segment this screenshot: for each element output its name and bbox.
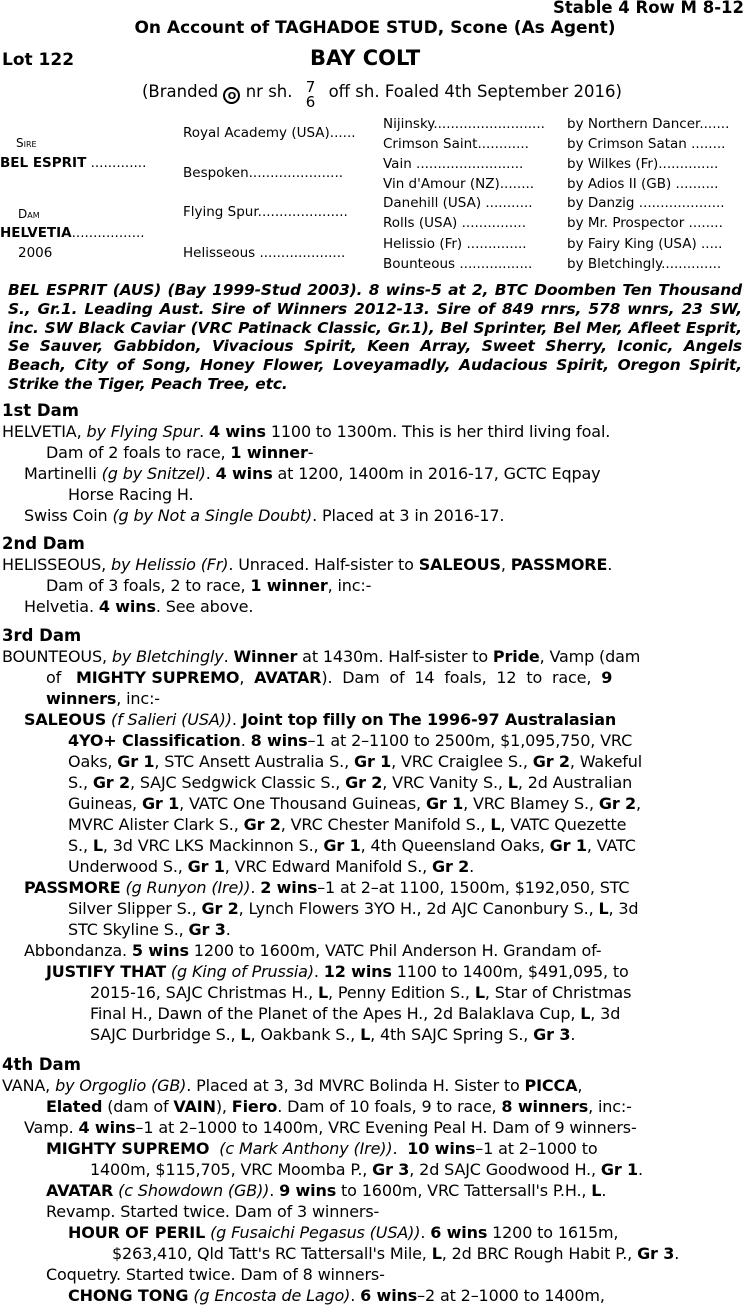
progeny-entry: S., L, 3d VRC LKS Mackinnon S., Gr 1, 4th Queensland Oaks, Gr 1, VATC (68, 836, 636, 855)
lot-number: Lot 122 (2, 50, 75, 70)
pedigree-g3: by Wilkes (Fr).............. (567, 156, 719, 172)
progeny-entry: Underwood S., Gr 1, VRC Edward Manifold S., Gr 2. (68, 857, 475, 876)
pedigree-g3: by Fairy King (USA) ..... (567, 236, 723, 252)
pedigree-g3: by Northern Dancer....... (567, 116, 730, 132)
pedigree-g1: Royal Academy (USA)...... (183, 125, 356, 141)
progeny-entry: Horse Racing H. (68, 485, 194, 504)
progeny-entry: Vamp. 4 wins–1 at 2–1000 to 1400m, VRC Evening Peal H. Dam of 9 winners- (24, 1118, 637, 1137)
fourth-dam-text: VANA, by Orgoglio (GB). Placed at 3, 3d MVRC Bolinda H. Sister to PICCA, (2, 1076, 583, 1095)
brand-icon: O (223, 87, 240, 104)
pedigree-g2: Nijinsky.......................... (383, 116, 545, 132)
pedigree-g3: by Bletchingly.............. (567, 256, 722, 272)
first-dam-heading: 1st Dam (2, 401, 79, 420)
brand-fraction: 7 6 (305, 78, 316, 111)
progeny-entry: Silver Slipper S., Gr 2, Lynch Flowers 3YO H., 2d AJC Canonbury S., L, 3d (68, 899, 639, 918)
progeny-entry: MIGHTY SUPREMO (c Mark Anthony (Ire)). 10 wins–1 at 2–1000 to (46, 1139, 598, 1158)
second-dam-text: HELISSEOUS, by Helissio (Fr). Unraced. Half-sister to SALEOUS, PASSMORE. (2, 555, 613, 574)
progeny-entry: PASSMORE (g Runyon (Ire)). 2 wins–1 at 2–at 1100, 1500m, $192,050, STC (24, 878, 630, 897)
progeny-entry: CHONG TONG (g Encosta de Lago). 6 wins–2 at 2–1000 to 1400m, (68, 1286, 605, 1305)
progeny-entry: JUSTIFY THAT (g King of Prussia). 12 wins 1100 to 1400m, $491,095, to (46, 962, 629, 981)
progeny-entry: 4YO+ Classification. 8 wins–1 at 2–1100 to 2500m, $1,095,750, VRC (68, 731, 633, 750)
sire-summary: BEL ESPRIT (AUS) (Bay 1999-Stud 2003). 8 wins-5 at 2, BTC Doomben Ten Thousand S., Gr.1. Leading Aust. Sire of Winners 2012-13. Sire of 849 rnrs, 578 wnrs, 23 SW, inc. SW Black Caviar (VRC Patinack Classic, Gr.1), Bel Sprinter, Bel Mer, Afleet Esprit, Se Sauver, Gabbidon, Vivacious Spirit, Keen Array, Sweet Sherry, Iconic, Angels Beach, City of Song, Honey Flower, Loveyamadly, Audacious Spirit, Oregon Spirit, Strike the Tiger, Peach Tree, etc. (8, 281, 742, 393)
pedigree-g2: Bounteous ................. (383, 256, 533, 272)
pedigree-g2: Vin d'Amour (NZ)........ (383, 176, 535, 192)
progeny-entry: Swiss Coin (g by Not a Single Doubt). Placed at 3 in 2016-17. (24, 506, 505, 525)
progeny-entry: S., Gr 2, SAJC Sedgwick Classic S., Gr 2, VRC Vanity S., L, 2d Australian (68, 773, 633, 792)
progeny-entry: AVATAR (c Showdown (GB)). 9 wins to 1600m, VRC Tattersall's P.H., L. (46, 1181, 607, 1200)
pedigree-g1: Flying Spur..................... (183, 204, 348, 220)
third-dam-text: BOUNTEOUS, by Bletchingly. Winner at 1430m. Half-sister to Pride, Vamp (dam (2, 647, 641, 666)
progeny-entry: STC Skyline S., Gr 3. (68, 920, 231, 939)
pedigree-g2: Danehill (USA) ........... (383, 195, 533, 211)
progeny-entry: SALEOUS (f Salieri (USA)). Joint top filly on The 1996-97 Australasian (24, 710, 617, 729)
brand-line: (Branded O nr sh. 7 6 off sh. Foaled 4th September 2016) (142, 78, 622, 111)
progeny-entry: Helvetia. 4 wins. See above. (24, 597, 254, 616)
progeny-entry: $263,410, Qld Tatt's RC Tattersall's Mile, L, 2d BRC Rough Habit P., Gr 3. (112, 1244, 680, 1263)
pedigree-g3: by Danzig .................... (567, 195, 725, 211)
second-dam-text: Dam of 3 foals, 2 to race, 1 winner, inc:- (46, 576, 372, 595)
third-dam-text: winners, inc:- (46, 689, 160, 708)
progeny-entry: Final H., Dawn of the Planet of the Apes H., 2d Balaklava Cup, L, 3d (90, 1004, 621, 1023)
dam-name: HELVETIA................. (0, 225, 145, 241)
pedigree-g3: by Adios II (GB) .......... (567, 176, 719, 192)
sire-name: BEL ESPRIT ............. (0, 155, 147, 171)
progeny-entry: Oaks, Gr 1, STC Ansett Australia S., Gr 1, VRC Craiglee S., Gr 2, Wakeful (68, 752, 643, 771)
vendor-line: On Account of TAGHADOE STUD, Scone (As Agent) (134, 18, 616, 38)
progeny-entry: 1400m, $115,705, VRC Moomba P., Gr 3, 2d SAJC Goodwood H., Gr 1. (90, 1160, 643, 1179)
third-dam-heading: 3rd Dam (2, 626, 82, 645)
progeny-entry: Coquetry. Started twice. Dam of 8 winners- (46, 1265, 385, 1284)
first-dam-text: HELVETIA, by Flying Spur. 4 wins 1100 to 1300m. This is her third living foal. (2, 422, 611, 441)
pedigree-g3: by Crimson Satan ........ (567, 136, 726, 152)
progeny-entry: HOUR OF PERIL (g Fusaichi Pegasus (USA)). 6 wins 1200 to 1615m, (68, 1223, 619, 1242)
first-dam-text: Dam of 2 foals to race, 1 winner- (46, 443, 314, 462)
pedigree-g2: Crimson Saint............ (383, 136, 529, 152)
fourth-dam-heading: 4th Dam (2, 1055, 81, 1074)
pedigree-g1: Bespoken...................... (183, 165, 344, 181)
progeny-entry: Guineas, Gr 1, VATC One Thousand Guineas, Gr 1, VRC Blamey S., Gr 2, (68, 794, 641, 813)
progeny-entry: MVRC Alister Clark S., Gr 2, VRC Chester Manifold S., L, VATC Quezette (68, 815, 627, 834)
pedigree-g3: by Mr. Prospector ........ (567, 215, 723, 231)
pedigree-g2: Helissio (Fr) .............. (383, 236, 527, 252)
progeny-entry: Revamp. Started twice. Dam of 3 winners- (46, 1202, 380, 1221)
sire-label: Sire (16, 136, 37, 150)
pedigree-g2: Vain ......................... (383, 156, 524, 172)
progeny-entry: 2015-16, SAJC Christmas H., L, Penny Edition S., L, Star of Christmas (90, 983, 632, 1002)
dam-label: Dam (18, 207, 40, 221)
progeny-entry: SAJC Durbridge S., L, Oakbank S., L, 4th SAJC Spring S., Gr 3. (90, 1025, 576, 1044)
fourth-dam-text: Elated (dam of VAIN), Fiero. Dam of 10 foals, 9 to race, 8 winners, inc:- (46, 1097, 632, 1116)
dam-year: 2006 (18, 245, 53, 261)
pedigree-g2: Rolls (USA) ............... (383, 215, 526, 231)
third-dam-text: of MIGHTY SUPREMO, AVATAR). Dam of 14 foals, 12 to race, 9 (46, 668, 613, 687)
pedigree-g1: Helisseous .................... (183, 245, 346, 261)
stable-location: Stable 4 Row M 8-12 (552, 0, 744, 17)
progeny-entry: Martinelli (g by Snitzel). 4 wins at 1200, 1400m in 2016-17, GCTC Eqpay (24, 464, 601, 483)
second-dam-heading: 2nd Dam (2, 534, 85, 553)
horse-description: BAY COLT (310, 46, 421, 70)
progeny-entry: Abbondanza. 5 wins 1200 to 1600m, VATC Phil Anderson H. Grandam of- (24, 941, 602, 960)
